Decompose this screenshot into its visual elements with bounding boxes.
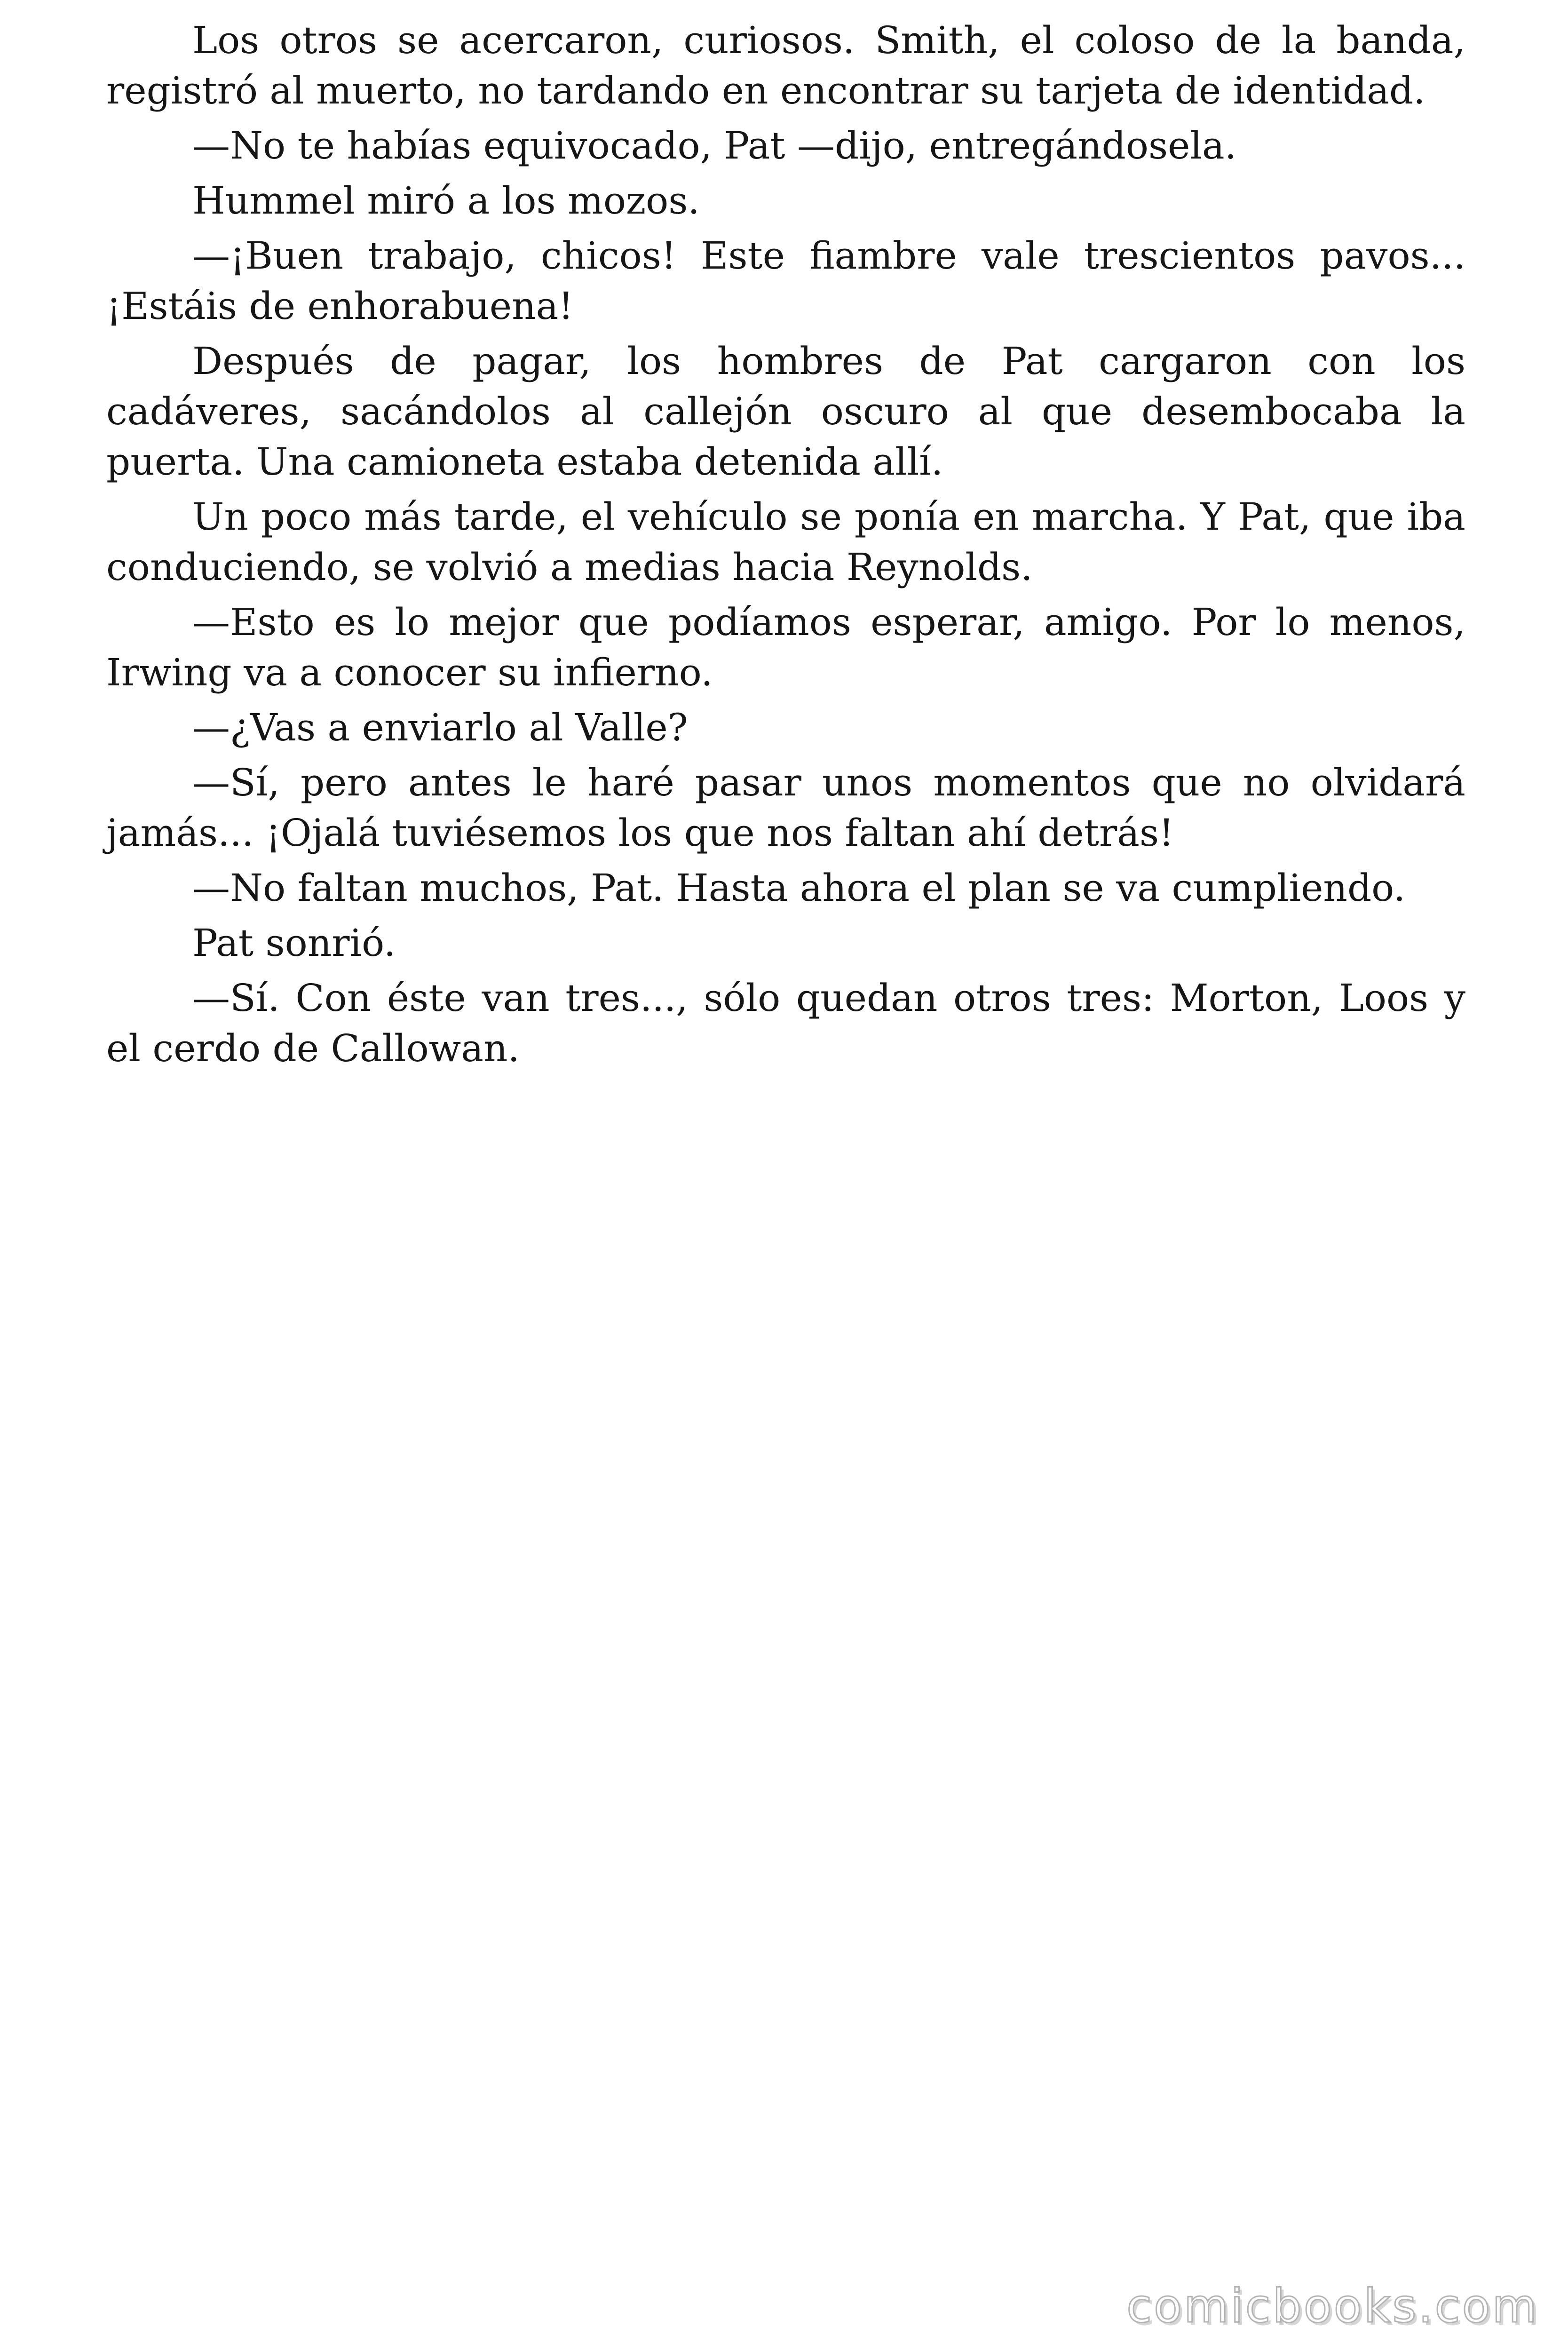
- watermark: comicbooks.com: [1126, 2280, 1539, 2333]
- paragraph: Pat sonrió.: [192, 921, 396, 965]
- book-page-text: [106, 15, 1465, 1078]
- paragraph: —No te habías equivocado, Pat —dijo, entregándosela.: [192, 124, 1237, 167]
- paragraph: Después de pagar, los hombres de Pat cargaron con los cadáveres, sacándolos al callejón oscuro al que desembocaba la puerta. Una camioneta estaba detenida allí.: [106, 339, 1465, 484]
- paragraph: —¡Buen trabajo, chicos! Este fiambre vale trescientos pavos... ¡Estáis de enhorabuena!: [106, 234, 1465, 328]
- paragraph: —No faltan muchos, Pat. Hasta ahora el plan se va cumpliendo.: [192, 866, 1406, 910]
- paragraph: —Sí. Con éste van tres..., sólo quedan otros tres: Morton, Loos y el cerdo de Callowan.: [106, 976, 1465, 1070]
- paragraph: Hummel miró a los mozos.: [192, 179, 700, 222]
- paragraph: —Sí, pero antes le haré pasar unos momentos que no olvidará jamás... ¡Ojalá tuviésemos los que nos faltan ahí detrás!: [106, 761, 1465, 855]
- paragraph: Los otros se acercaron, curiosos. Smith, el coloso de la banda, registró al muerto, no tardando en encontrar su tarjeta de identidad.: [106, 18, 1465, 112]
- paragraph: Un poco más tarde, el vehículo se ponía en marcha. Y Pat, que iba conduciendo, se volvió a medias hacia Reynolds.: [106, 495, 1465, 589]
- paragraph: —¿Vas a enviarlo al Valle?: [192, 706, 688, 749]
- paragraph: —Esto es lo mejor que podíamos esperar, amigo. Por lo menos, Irwing va a conocer su infierno.: [106, 600, 1465, 694]
